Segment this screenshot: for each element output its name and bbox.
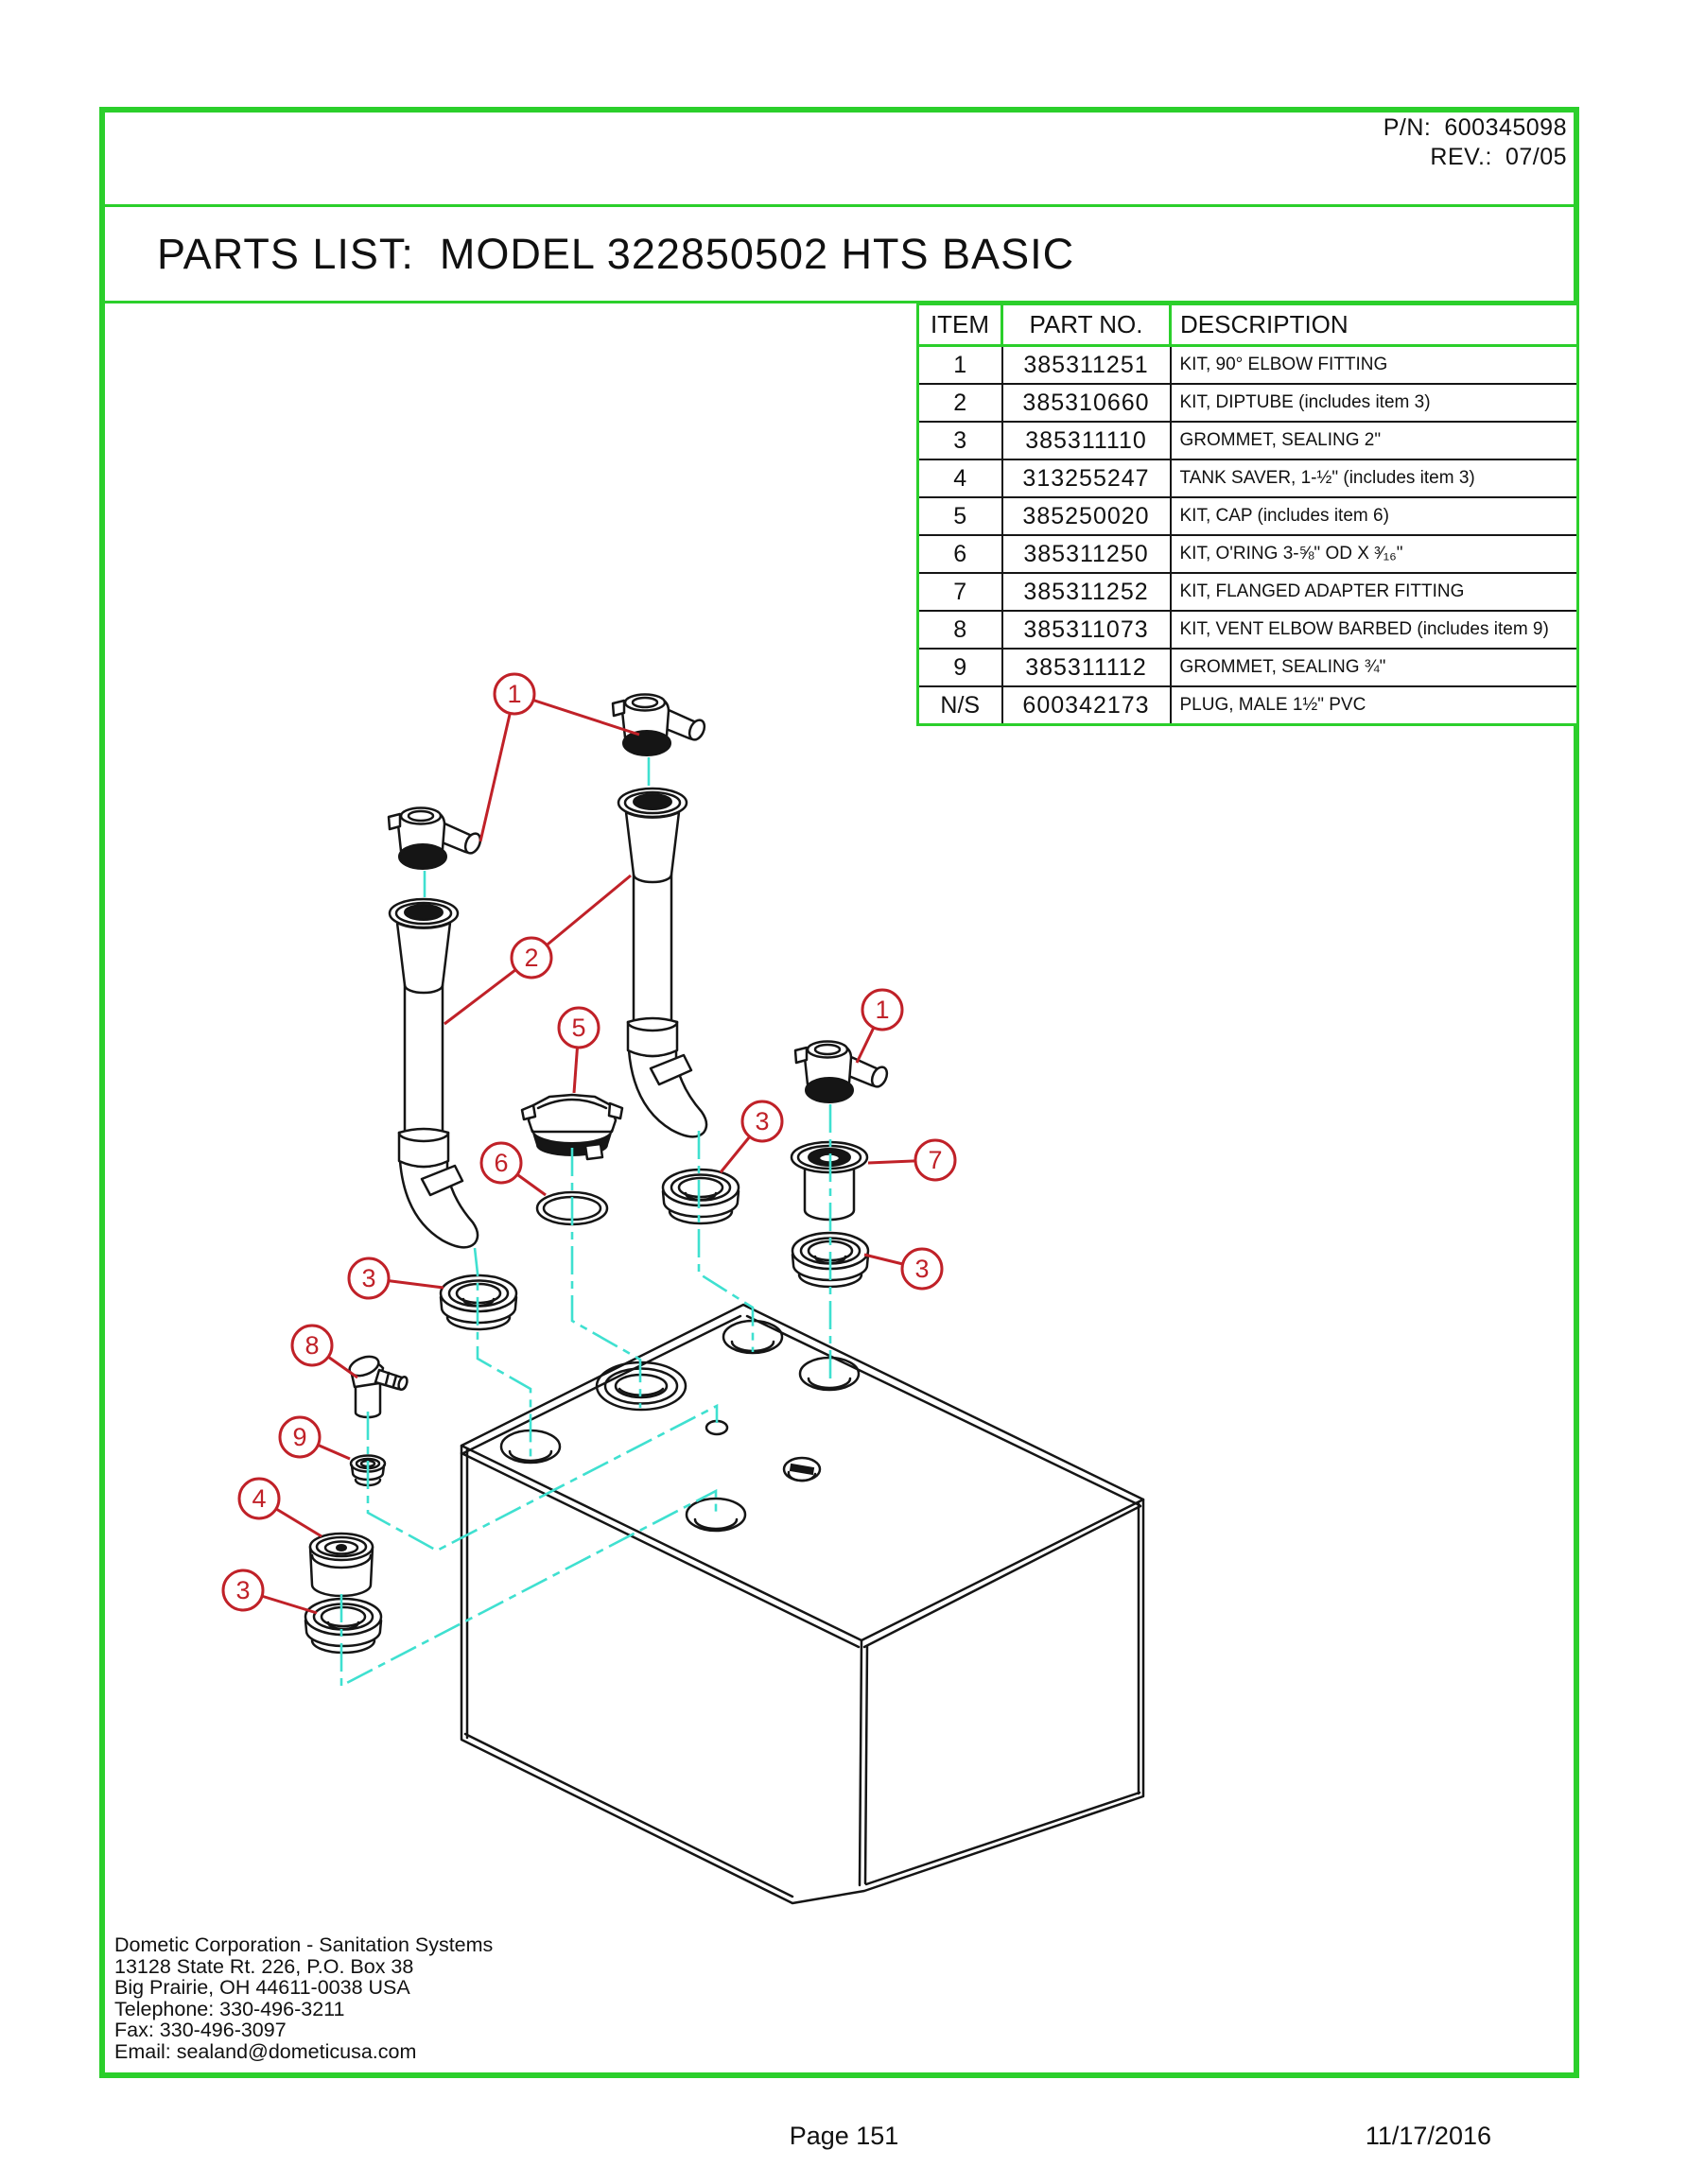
description-cell: GROMMET, SEALING 2" <box>1171 422 1578 459</box>
description-cell: KIT, 90° ELBOW FITTING <box>1171 346 1578 385</box>
header-separator-line <box>99 204 1579 207</box>
company-email: Email: sealand@dometicusa.com <box>114 2039 417 2063</box>
parts-table <box>916 303 1579 726</box>
table-row <box>918 535 1578 573</box>
callout-label: 5 <box>571 1014 586 1042</box>
table-row <box>918 422 1578 459</box>
item-cell: 8 <box>918 611 1002 649</box>
table-row <box>918 497 1578 535</box>
company-name: Dometic Corporation - Sanitation Systems <box>114 1933 494 1956</box>
table-row <box>918 686 1578 725</box>
callout-label: 7 <box>928 1146 943 1174</box>
table-row <box>918 346 1578 385</box>
column-header-partno: PART NO. <box>1002 304 1171 346</box>
item-cell: 6 <box>918 535 1002 573</box>
pn-label: P/N: <box>1383 114 1432 141</box>
pn-value: 600345098 <box>1444 114 1567 141</box>
page-number: Page 151 <box>789 2122 899 2150</box>
partno-cell: 385311252 <box>1002 573 1171 611</box>
partno-cell: 385311250 <box>1002 535 1171 573</box>
column-header-item: ITEM <box>918 304 1002 346</box>
item-cell: 5 <box>918 497 1002 535</box>
callout-label: 3 <box>914 1255 930 1283</box>
item-cell: N/S <box>918 686 1002 725</box>
item-cell: 4 <box>918 459 1002 497</box>
company-address-block <box>114 1934 493 2063</box>
table-header-row <box>918 304 1578 346</box>
callout-label: 8 <box>305 1331 320 1360</box>
callout-label: 3 <box>361 1264 376 1292</box>
part-number-line <box>1383 113 1567 143</box>
description-cell: KIT, DIPTUBE (includes item 3) <box>1171 384 1578 422</box>
partno-cell: 385310660 <box>1002 384 1171 422</box>
company-fax: Fax: 330-496-3097 <box>114 2019 287 2042</box>
company-city: Big Prairie, OH 44611-0038 USA <box>114 1976 410 2000</box>
partno-cell: 385250020 <box>1002 497 1171 535</box>
rev-value: 07/05 <box>1505 144 1567 170</box>
callout-label: 9 <box>292 1423 307 1451</box>
table-row <box>918 573 1578 611</box>
callout-label: 2 <box>524 944 539 972</box>
partno-cell: 385311073 <box>1002 611 1171 649</box>
callout-label: 4 <box>252 1484 267 1513</box>
description-cell: KIT, VENT ELBOW BARBED (includes item 9) <box>1171 611 1578 649</box>
table-row <box>918 384 1578 422</box>
callout-label: 6 <box>494 1149 509 1177</box>
table-row <box>918 459 1578 497</box>
partno-cell: 600342173 <box>1002 686 1171 725</box>
column-header-description: DESCRIPTION <box>1171 304 1578 346</box>
callout-label: 1 <box>507 680 522 708</box>
revision-line <box>1383 143 1567 172</box>
item-cell: 2 <box>918 384 1002 422</box>
callout-label: 3 <box>755 1107 770 1135</box>
page-title: PARTS LIST: MODEL 322850502 HTS BASIC <box>157 230 1075 278</box>
partno-cell: 385311112 <box>1002 649 1171 686</box>
description-cell: TANK SAVER, 1-½" (includes item 3) <box>1171 459 1578 497</box>
callout-label: 1 <box>875 996 890 1024</box>
description-cell: KIT, FLANGED ADAPTER FITTING <box>1171 573 1578 611</box>
company-telephone: Telephone: 330-496-3211 <box>114 1997 345 2020</box>
description-cell: PLUG, MALE 1½" PVC <box>1171 686 1578 725</box>
description-cell: KIT, CAP (includes item 6) <box>1171 497 1578 535</box>
item-cell: 9 <box>918 649 1002 686</box>
item-cell: 7 <box>918 573 1002 611</box>
company-street: 13128 State Rt. 226, P.O. Box 38 <box>114 1954 414 1978</box>
table-row <box>918 649 1578 686</box>
partno-cell: 385311251 <box>1002 346 1171 385</box>
table-row <box>918 611 1578 649</box>
description-cell: GROMMET, SEALING ¾" <box>1171 649 1578 686</box>
document-number-block <box>1383 113 1567 172</box>
item-cell: 3 <box>918 422 1002 459</box>
print-date: 11/17/2016 <box>1365 2122 1491 2150</box>
description-cell: KIT, O'RING 3-⅝" OD X ³⁄₁₆" <box>1171 535 1578 573</box>
partno-cell: 385311110 <box>1002 422 1171 459</box>
partno-cell: 313255247 <box>1002 459 1171 497</box>
callout-label: 3 <box>235 1576 251 1604</box>
item-cell: 1 <box>918 346 1002 385</box>
rev-label: REV.: <box>1430 144 1492 170</box>
